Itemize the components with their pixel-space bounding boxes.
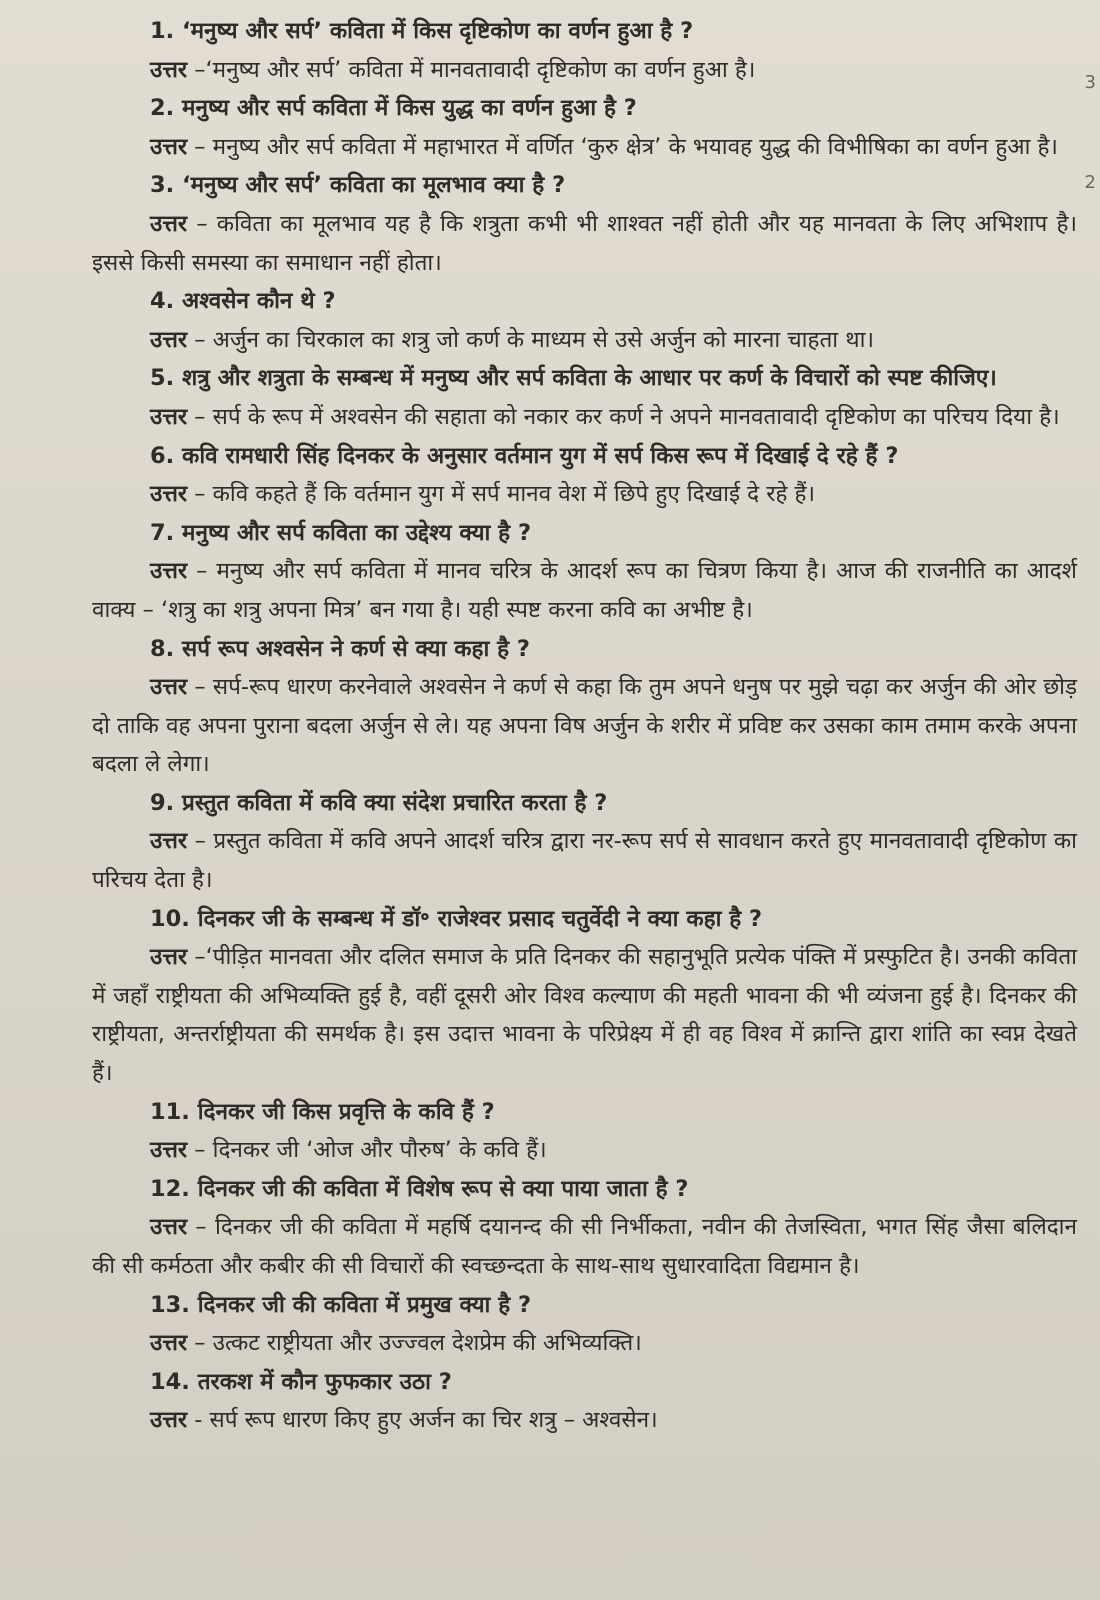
qa-item bbox=[92, 514, 1077, 630]
qa-item bbox=[92, 1170, 1077, 1286]
answer bbox=[92, 205, 1077, 282]
answer-label: उत्तर bbox=[150, 1214, 188, 1241]
qa-item bbox=[92, 166, 1077, 282]
question: 11. दिनकर जी किस प्रवृत्ति के कवि हैं ? bbox=[150, 1098, 495, 1125]
question: 7. मनुष्य और सर्प कविता का उद्देश्य क्या है ? bbox=[150, 519, 532, 546]
answer bbox=[92, 51, 1077, 90]
qa-item bbox=[92, 630, 1077, 784]
margin-mark: 3 bbox=[1084, 72, 1096, 93]
question: 13. दिनकर जी की कविता में प्रमुख क्या है ? bbox=[150, 1291, 532, 1318]
question: 2. मनुष्य और सर्प कविता में किस युद्ध का वर्णन हुआ है ? bbox=[150, 95, 637, 122]
answer-label: उत्तर bbox=[150, 558, 188, 585]
answer-text: – मनुष्य और सर्प कविता में मानव चरित्र के आदर्श रूप का चित्रण किया है। आज की राजनीति का आदर्श वाक्य – ‘शत्रु का शत्रु अपना मित्र’ बन गया है। यही स्पष्ट करना कवि का अभीष्ट है। bbox=[92, 558, 1077, 623]
qa-item bbox=[92, 359, 1077, 436]
question: 12. दिनकर जी की कविता में विशेष रूप से क्या पाया जाता है ? bbox=[150, 1175, 689, 1202]
answer-label: उत्तर bbox=[150, 944, 188, 971]
answer-text: – मनुष्य और सर्प कविता में महाभारत में वर्णित ‘कुरु क्षेत्र’ के भयावह युद्ध की विभीषिका का वर्णन हुआ है। bbox=[187, 133, 1058, 160]
answer bbox=[92, 321, 1077, 360]
question: 6. कवि रामधारी सिंह दिनकर के अनुसार वर्तमान युग में सर्प किस रूप में दिखाई दे रहे हैं ? bbox=[150, 442, 899, 469]
answer bbox=[92, 822, 1077, 899]
question: 8. सर्प रूप अश्वसेन ने कर्ण से क्या कहा है ? bbox=[150, 635, 530, 662]
qa-item bbox=[92, 900, 1077, 1093]
answer-label: उत्तर bbox=[150, 1407, 188, 1434]
question: 9. प्रस्तुत कविता में कवि क्या संदेश प्रचारित करता है ? bbox=[150, 789, 608, 816]
answer-text: – उत्कट राष्ट्रीयता और उज्ज्वल देशप्रेम की अभिव्यक्ति। bbox=[187, 1330, 642, 1357]
answer-label: उत्तर bbox=[150, 481, 188, 508]
qa-item bbox=[92, 437, 1077, 514]
answer-label: उत्तर bbox=[150, 1137, 188, 1164]
answer bbox=[92, 398, 1077, 437]
answer-label: उत्तर bbox=[150, 56, 188, 83]
answer bbox=[92, 668, 1077, 784]
answer-text: – कविता का मूलभाव यह है कि शत्रुता कभी भी शाश्वत नहीं होती और यह मानवता के लिए अभिशाप है। इससे किसी समस्या का समाधान नहीं होता। bbox=[92, 210, 1077, 276]
answer bbox=[92, 1401, 1077, 1440]
answer-text: – दिनकर जी ‘ओज और पौरुष’ के कवि हैं। bbox=[187, 1137, 547, 1164]
answer-label: उत्तर bbox=[150, 1330, 188, 1357]
question: 5. शत्रु और शत्रुता के सम्बन्ध में मनुष्य और सर्प कविता के आधार पर कर्ण के विचारों को स्पष्ट कीजिए। bbox=[150, 365, 997, 392]
answer-label: उत्तर bbox=[150, 828, 188, 855]
answer-text: – अर्जुन का चिरकाल का शत्रु जो कर्ण के माध्यम से उसे अर्जुन को मारना चाहता था। bbox=[187, 326, 874, 353]
question: 10. दिनकर जी के सम्बन्ध में डॉ॰ राजेश्वर प्रसाद चतुर्वेदी ने क्या कहा है ? bbox=[150, 905, 763, 932]
answer-text: – सर्प के रूप में अश्वसेन की सहाता को नकार कर कर्ण ने अपने मानवतावादी दृष्टिकोण का परिचय दिया है। bbox=[187, 403, 1060, 430]
answer-text: –‘पीड़ित मानवता और दलित समाज के प्रति दिनकर की सहानुभूति प्रत्येक पंक्ति में प्रस्फुटित है। उनकी कविता में जहाँ राष्ट्रीयता की अभिव्यक्ति हुई है, वहीं दूसरी ओर विश्व कल्याण की महती भावना की भी व्यंजना हुई है। दिनकर की राष्ट्रीयता, अन्तर्राष्ट्रीयता की समर्थक है। इस उदात्त भावना के परिप्रेक्ष्य में ही वह विश्व में क्रान्ति द्वारा शांति का स्वप्न देखते हैं। bbox=[92, 944, 1077, 1087]
answer bbox=[92, 1324, 1077, 1363]
answer bbox=[92, 475, 1077, 514]
answer-label: उत्तर bbox=[150, 326, 188, 353]
answer bbox=[92, 1208, 1077, 1285]
question: 14. तरकश में कौन फुफकार उठा ? bbox=[150, 1368, 452, 1395]
qa-item bbox=[92, 1093, 1077, 1170]
answer-label: उत्तर bbox=[150, 133, 188, 160]
answer-label: उत्तर bbox=[150, 403, 188, 430]
answer-text: – प्रस्तुत कविता में कवि अपने आदर्श चरित्र द्वारा नर-रूप सर्प से सावधान करते हुए मानवतावादी दृष्टिकोण का परिचय देता है। bbox=[92, 828, 1077, 894]
answer-text: – कवि कहते हैं कि वर्तमान युग में सर्प मानव वेश में छिपे हुए दिखाई दे रहे हैं। bbox=[187, 481, 816, 508]
qa-item bbox=[92, 1363, 1077, 1440]
answer-text: - सर्प रूप धारण किए हुए अर्जन का चिर शत्रु – अश्वसेन। bbox=[187, 1407, 658, 1434]
qa-item bbox=[92, 282, 1077, 359]
question: 3. ‘मनुष्य और सर्प’ कविता का मूलभाव क्या है ? bbox=[150, 172, 566, 199]
answer-label: उत्तर bbox=[150, 674, 188, 701]
answer-text: –‘मनुष्य और सर्प’ कविता में मानवतावादी दृष्टिकोण का वर्णन हुआ है। bbox=[187, 56, 756, 83]
qa-item bbox=[92, 12, 1077, 89]
qa-item bbox=[92, 784, 1077, 900]
answer-text: – दिनकर जी की कविता में महर्षि दयानन्द की सी निर्भीकता, नवीन की तेजस्विता, भगत सिंह जैसा बलिदान की सी कर्मठता और कबीर की सी विचारों की स्वच्छन्दता के साथ-साथ सुधारवादिता विद्यमान है। bbox=[92, 1214, 1077, 1279]
qa-item bbox=[92, 1286, 1077, 1363]
answer bbox=[92, 552, 1077, 629]
qa-item bbox=[92, 89, 1077, 166]
qa-list bbox=[92, 12, 1077, 1440]
answer bbox=[92, 938, 1077, 1092]
question: 4. अश्वसेन कौन थे ? bbox=[150, 288, 336, 315]
margin-mark: 2 bbox=[1084, 172, 1096, 193]
answer-text: – सर्प-रूप धारण करनेवाले अश्वसेन ने कर्ण से कहा कि तुम अपने धनुष पर मुझे चढ़ा कर अर्जुन की ओर छोड़ दो ताकि वह अपना पुराना बदला अर्जुन से ले। यह अपना विष अर्जुन के शरीर में प्रविष्ट कर उसका काम तमाम करके अपना बदला ले लेगा। bbox=[92, 674, 1077, 778]
answer bbox=[92, 1131, 1077, 1170]
answer-label: उत्तर bbox=[150, 210, 188, 237]
answer bbox=[92, 128, 1077, 167]
question: 1. ‘मनुष्य और सर्प’ कविता में किस दृष्टिकोण का वर्णन हुआ है ? bbox=[150, 18, 694, 44]
